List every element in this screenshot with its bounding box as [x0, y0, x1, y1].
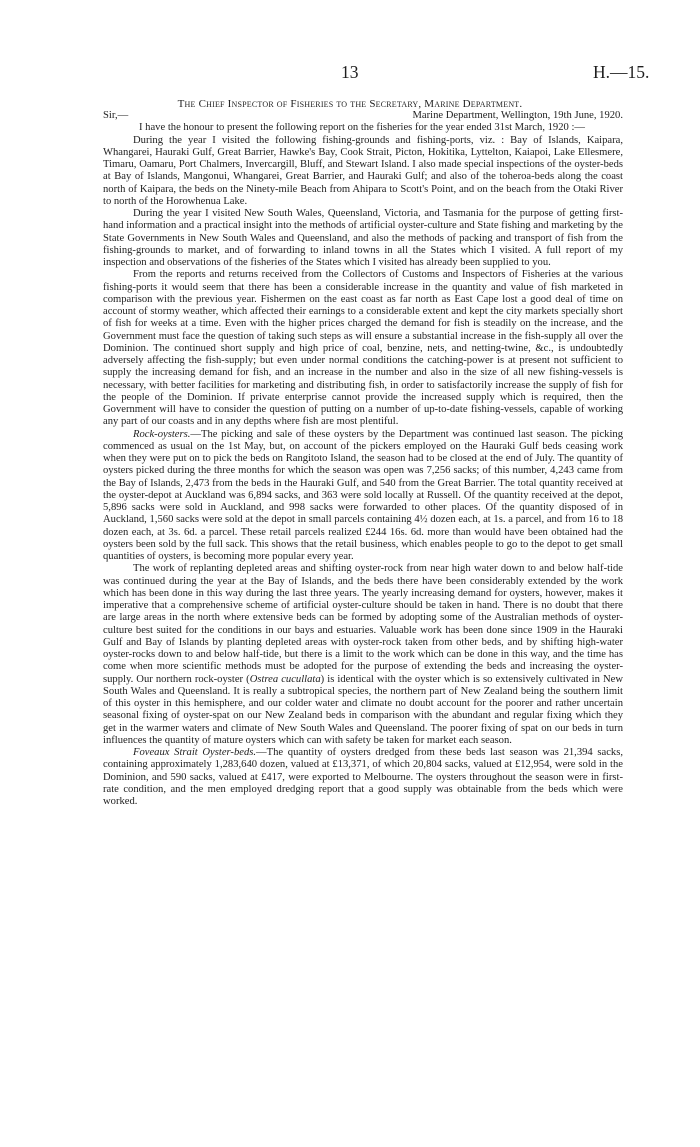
section-lead-rock-oysters: Rock-oysters.	[133, 428, 191, 440]
report-body	[103, 110, 623, 808]
page-header	[0, 62, 700, 84]
species-name: Ostrea cucullata	[249, 673, 321, 685]
rock-oysters-text: —The picking and sale of these oysters by the Department was continued last season. The picking commenced as usual on the 1st May, but, on account of the pickers employed on the Hauraki Gulf beds ceasing work when they were put on to pick the beds on Rangitoto Island, the season had to be closed at the end of July. The quantity of oysters picked during the three months for which the season was open was 7,256 sacks; of this number, 4,243 came from the Bay of Islands, 2,473 from the beds in the Hauraki Gulf, and 540 from the Great Barrier. The total quantity received at the oyster-depot at Auckland was 6,894 sacks, and 363 were sold locally at Russell. Of the quantity received at the depot, 5,896 sacks were sold in Auckland, and 998 sacks were forwarded to other places. Of the quantity disposed of in Auckland, 1,560 sacks were sold at the depot in small parcels containing 4½ dozen each, at 1s. a parcel, and from 16 to 18 dozen each, at 3s. 6d. a parcel. These retail parcels realized £244 16s. 6d. more than would have been obtained had the oysters been sold by the full sack. This shows that the retail business, which enables people to go to the depot to get small quantities of oysters, is becoming more popular every year.	[103, 428, 623, 562]
salutation: Sir,—	[103, 110, 129, 121]
page-number: 13	[341, 62, 359, 82]
paragraph-intro: I have the honour to present the following report on the fisheries for the year ended 31st March, 1920 :—	[139, 122, 585, 134]
salutation-line	[103, 110, 623, 122]
replanting-text-after: ) is identical with the oyster which is so extensively cultivated in New South Wales and Queensland. It is really a subtropical species, the northern part of New Zealand being the southern limit of this oyster in this hemisphere, and our colder water and climate no doubt account for the poorer and rather uncertain seasonal fixing of oyster-spat on our New Zealand beds in comparison with the abundant and regular fixing which they get in the warmer waters and climate of New South Wales and Queensland. The poorer fixing of spat on our beds in turn influences the quantity of mature oysters which can with safety be taken for market each season.	[103, 673, 623, 746]
paragraph-foveaux	[103, 747, 623, 808]
paragraph-replanting	[103, 563, 623, 747]
paragraph-fish-supply: From the reports and returns received from the Collectors of Customs and Inspectors of Fisheries at the various fishing-ports it would seem that there has been a considerable increase in the quantity and value of fish marketed in comparison with the previous year. Fishermen on the east coast as far north as East Cape lost a good deal of time on account of stormy weather, which affected their earnings to a considerable extent and kept the city markets specially short of fish for weeks at a time. Even with the higher prices charged the demand for fish is steadily on the increase, and the Government must face the question of taking such steps as will ensure a substantial increase in the fish-supply all over the Dominion. The continued short supply and high price of coal, benzine, nets, and netting-twine, &c., is undoubtedly adversely affecting the fish-supply; but even under normal conditions the catching-power is at present not sufficient to supply the increasing demand for fish, and an increase in the number and also in the size of all new fishing-vessels is necessary, with better facilities for marketing and distributing fish, in order to satisfactorily increase the supply of fish for the people of the Dominion. If private enterprise cannot provide the increased supply which is required, then the Government will have to consider the question of putting on a number of up-to-date fishing-vessels, capable of working any part of our coasts and in any depths where fish are most plentiful.	[103, 269, 623, 428]
replanting-text: The work of replanting depleted areas and shifting oyster-rock from near high water down to and below half-tide was continued during the year at the Bay of Islands, and the beds there have been considerably extended by the work which has been done in this way during the last three years. The yearly increasing demand for oysters, however, makes it imperative that a comprehensive scheme of artificial oyster-culture should be taken in hand. There is no doubt that there are large areas in the north where extensive beds can be formed by adopting some of the Australian methods of oyster-culture best suited for the conditions in our bays and estuaries. Valuable work has been done since 1909 in the Hauraki Gulf and Bay of Islands by planting depleted areas with oyster-rock taken from other beds, and by shifting high-water oyster-rocks down to and below half-tide, but there is a limit to the work which can be done in this way, and the time has come when more scientific methods must be adopted for the purpose of extending the beds and increasing the oyster-supply. Our northern rock-oyster (	[103, 563, 623, 685]
paragraph-australia: During the year I visited New South Wales, Queensland, Victoria, and Tasmania for the purpose of getting first-hand information and a practical insight into the methods of artificial oyster-culture and State fishing and marketing by the State Governments in New South Wales and Queensland, and also the methods of packing and transport of fish from the fishing-grounds to market, and of forwarding to inland towns in all the States which I visited. A full report of my inspection and observations of the fisheries of the States which I visited has already been supplied to you.	[103, 208, 623, 268]
paragraph-visits: During the year I visited the following fishing-grounds and fishing-ports, viz. : Bay of Islands, Kaipara, Whangarei, Hauraki Gulf, Great Barrier, Hawke's Bay, Cook Strait, Picton, Hokitika, Lyttelton, Kaiapoi, Lake Ellesmere, Timaru, Oamaru, Port Chalmers, Invercargill, Bluff, and Stewart Island. I also made special inspections of the oyster-beds at Bay of Islands, Mangonui, Whangarei, Great Barrier, and Hauraki Gulf; and also of the toheroa-beds along the coast north of Kaipara, the beds on the Ninety-mile Beach from Ahipara to Scott's Point, and on the beach from the Otaki River to north of the Horowhenua Lake.	[103, 134, 623, 207]
dateline: Marine Department, Wellington, 19th June, 1920.	[412, 110, 623, 121]
paragraph-rock-oysters	[103, 429, 623, 564]
letter-title: The Chief Inspector of Fisheries to the Secretary, Marine Department.	[177, 98, 523, 110]
foveaux-text: —The quantity of oysters dredged from these beds last season was 21,394 sacks, containing approximately 1,283,640 dozen, valued at £13,371, of which 20,804 sacks, valued at £12,954, were sold in the Dominion, and 590 sacks, valued at £417, were exported to Melbourne. The oysters throughout the season were in first-rate condition, and the men employed dredging report that a good supply was obtainable from the beds which were worked.	[103, 747, 623, 807]
paper-reference: H.—15.	[593, 62, 650, 82]
section-lead-foveaux: Foveaux Strait Oyster-beds.	[133, 747, 257, 758]
